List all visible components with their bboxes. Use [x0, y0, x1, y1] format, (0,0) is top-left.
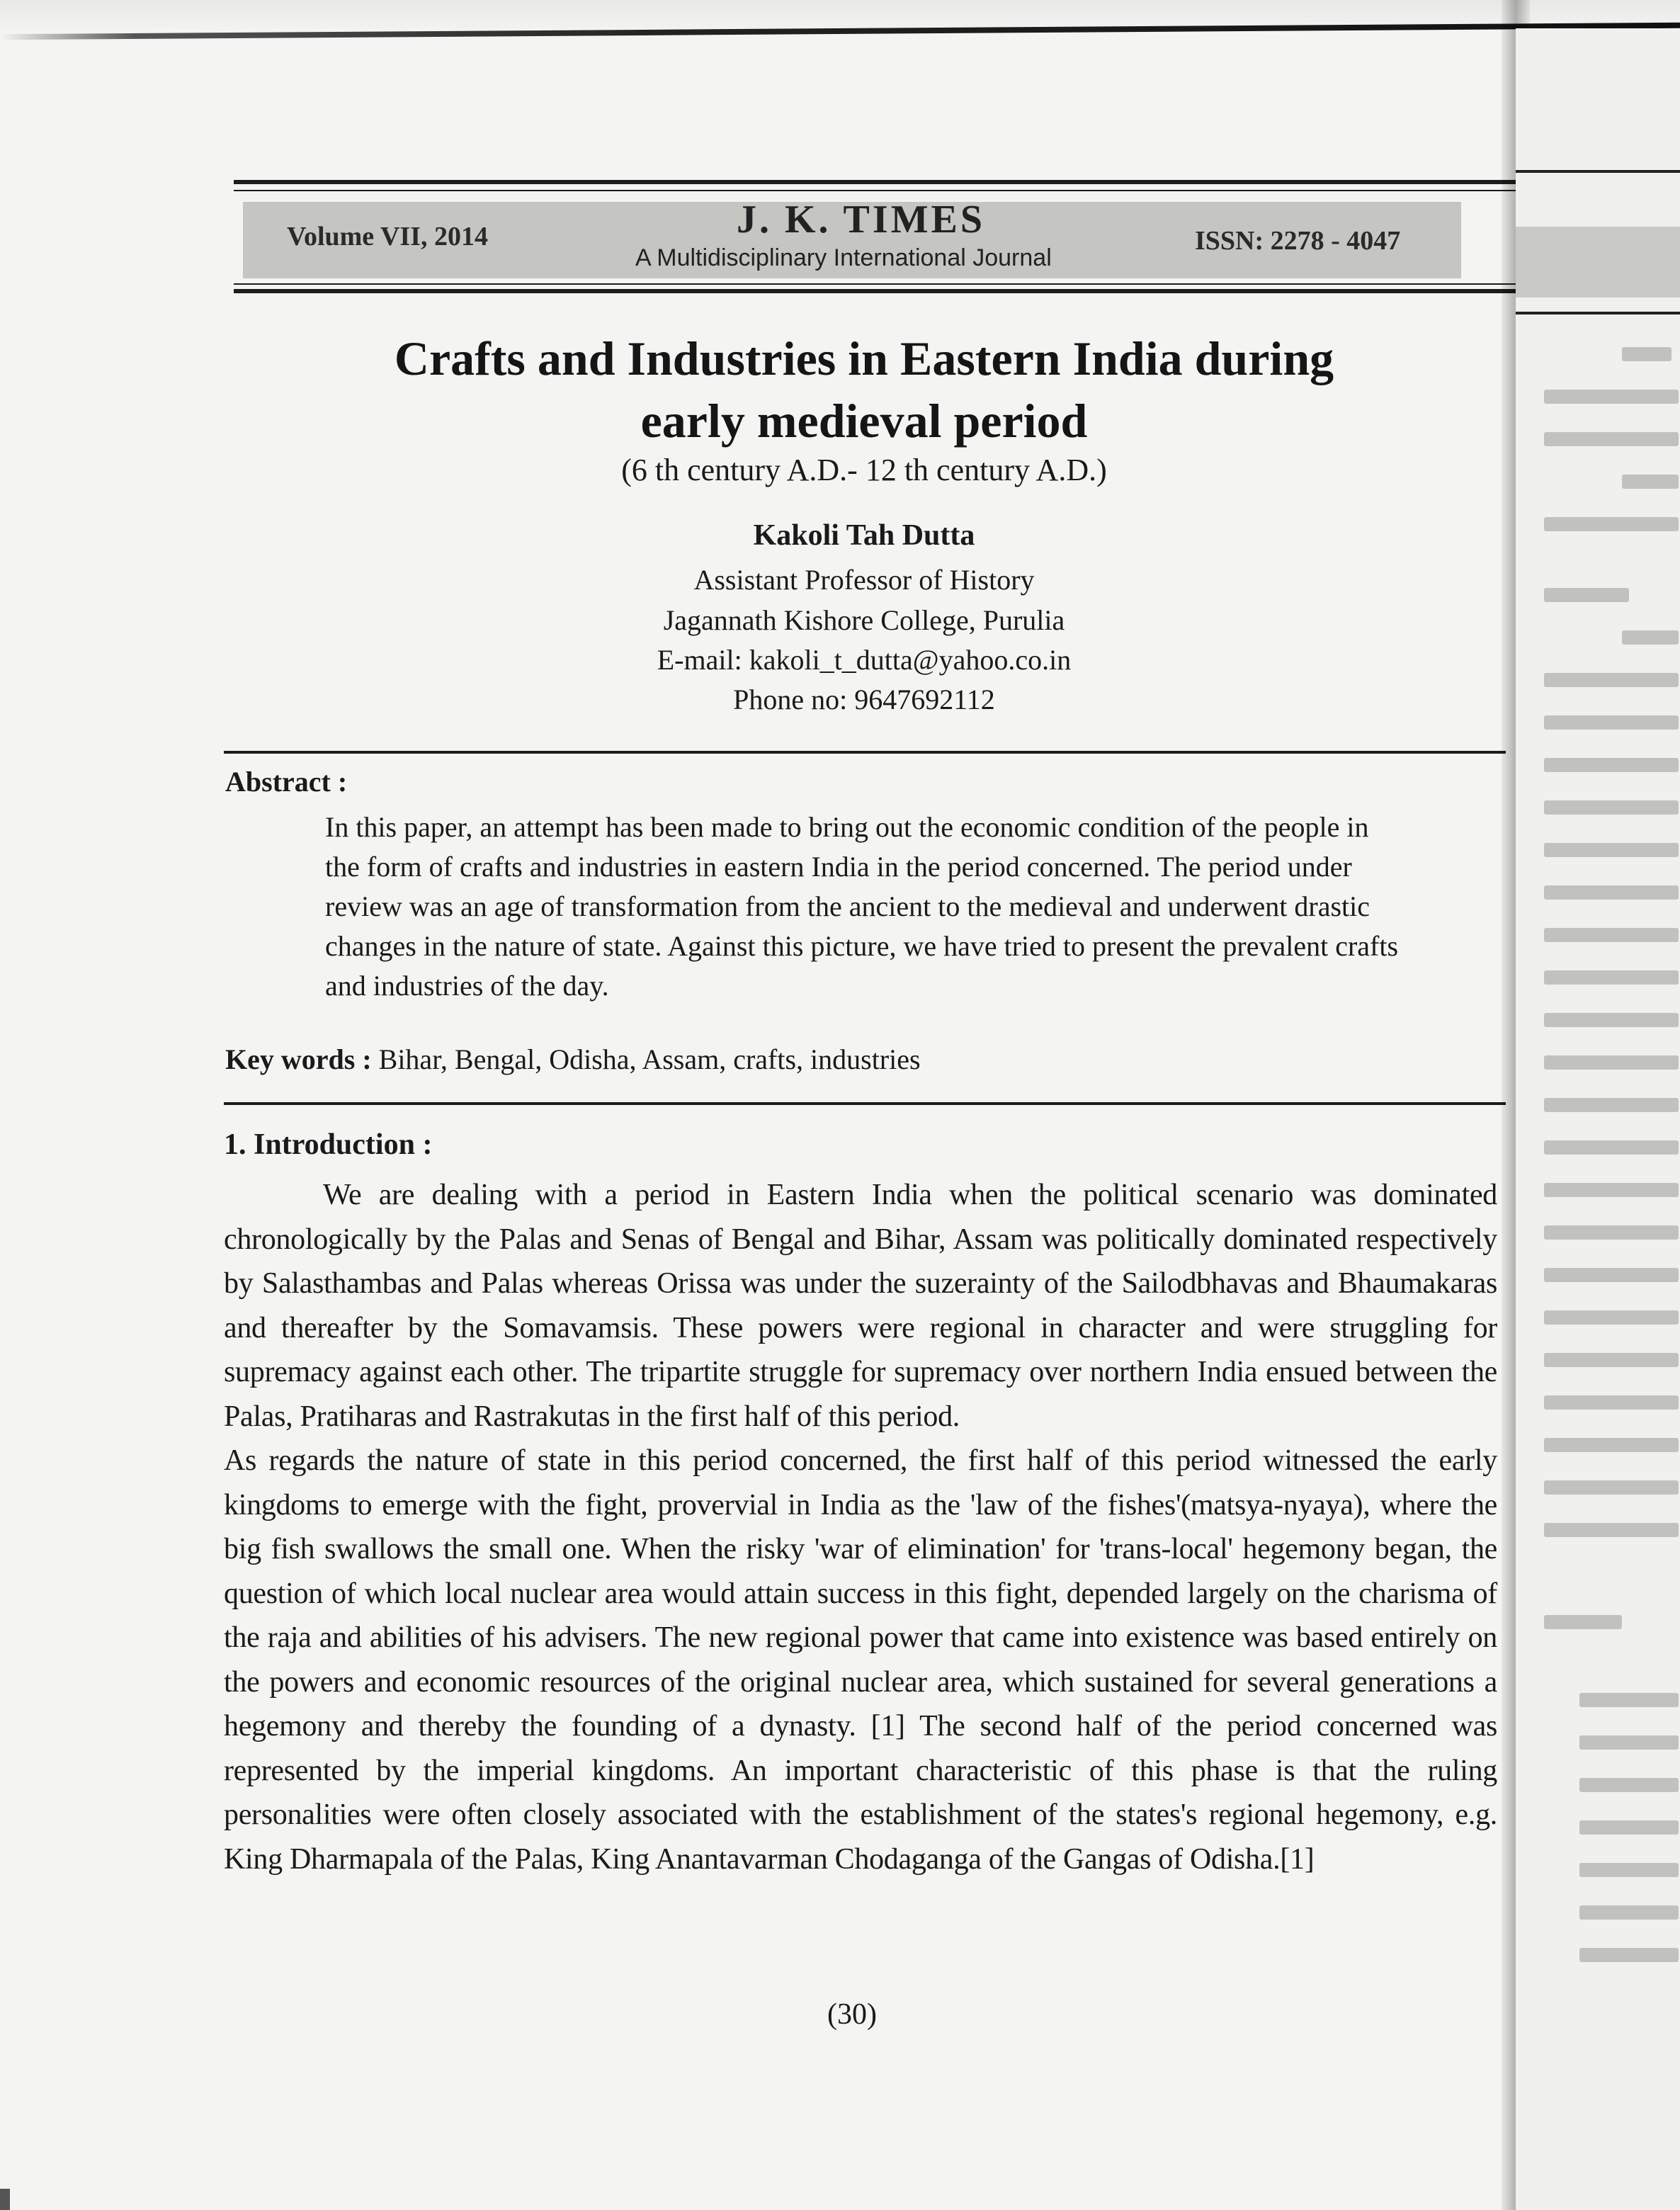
journal-title: J. K. TIMES — [737, 198, 986, 242]
adjacent-page-rule — [1516, 170, 1680, 173]
adjacent-page-text-fragment — [1544, 715, 1679, 730]
author-designation: Assistant Professor of History — [693, 564, 1035, 596]
adjacent-page-text-fragment — [1544, 843, 1679, 857]
adjacent-page-text-fragment — [1544, 588, 1629, 602]
introduction-paragraph-1: We are dealing with a period in Eastern India when the political scenario was dominated chronologically by the Palas and Senas of Bengal and Bihar, Assam was politically dominated respectively by Salasthambas and Palas whereas Orissa was under the suzerainty of the Sailodbhavas and Bhaumakaras and thereafter by the Somavamsis. These powers were regional in character and were struggling for supremacy against each other. The tripartite struggle for supremacy over northern India ensued between the Palas, Pratiharas and Rastrakutas in the first half of this period. — [224, 1179, 1497, 1433]
keywords-separator-rule — [224, 1102, 1506, 1105]
adjacent-page-text-fragment — [1544, 885, 1679, 900]
adjacent-page-text-fragment — [1579, 1693, 1679, 1707]
header-bottom-rule-thin — [234, 283, 1516, 285]
adjacent-page-fragment — [1516, 28, 1680, 2210]
adjacent-page-rule — [1516, 312, 1680, 314]
scan-edge-mark — [0, 2189, 10, 2210]
header-bottom-rule-thick — [234, 289, 1516, 293]
author-institution: Jagannath Kishore College, Purulia — [663, 604, 1065, 636]
adjacent-page-text-fragment — [1544, 1225, 1679, 1240]
adjacent-page-header-band — [1516, 227, 1680, 298]
paper-period: (6 th century A.D.- 12 th century A.D.) — [621, 453, 1107, 487]
introduction-paragraph-2: As regards the nature of state in this period concerned, the first half of this period witnessed the early kingdoms to emerge with the fight, provervial in India as the 'law of the fishes'(matsya-nyaya), where the big fish swallows the small one. When the risky 'war of elimination' for 'trans-local' hegemony began, the question of which local nuclear area would attain success in this fight, depended largely on the charisma of the raja and abilities of his advisers. The new regional power that came into existence was based entirely on the powers and economic resources of the original nuclear area, which sustained for several generations a hegemony and thereby the founding of a dynasty. [1] The second half of the period concerned was represented by the imperial kingdoms. An important characteristic of this phase is that the ruling personalities were often closely associated with the establishment of the states's regional hegemony, e.g. King Dharmapala of the Palas, King Anantavarman Chodaganga of the Gangas of Odisha.[1] — [224, 1444, 1497, 1876]
adjacent-page-text-fragment — [1544, 1395, 1679, 1410]
adjacent-page-text-fragment — [1622, 630, 1679, 645]
keywords-text: Bihar, Bengal, Odisha, Assam, crafts, industries — [378, 1043, 921, 1075]
journal-subtitle: A Multidisciplinary International Journal — [635, 244, 1052, 271]
adjacent-page-text-fragment — [1544, 970, 1679, 985]
adjacent-page-text-fragment — [1544, 1353, 1679, 1367]
author-name: Kakoli Tah Dutta — [753, 519, 975, 552]
adjacent-page-text-fragment — [1544, 1523, 1679, 1537]
adjacent-page-text-fragment — [1544, 1438, 1679, 1452]
adjacent-page-text-fragment — [1544, 432, 1679, 446]
adjacent-page-text-fragment — [1544, 673, 1679, 687]
adjacent-page-text-fragment — [1579, 1820, 1679, 1835]
adjacent-page-text-fragment — [1579, 1778, 1679, 1792]
adjacent-page-text-fragment — [1544, 517, 1679, 531]
paper-title-line-1: Crafts and Industries in Eastern India during — [394, 332, 1334, 385]
adjacent-page-text-fragment — [1544, 758, 1679, 772]
abstract-text: In this paper, an attempt has been made to bring out the economic condition of the people in the form of crafts and industries in eastern India in the period concerned. The period under review was an age of transformation from the ancient to the medieval and underwent drastic changes in the nature of state. Against this picture, we have tried to present the prevalent crafts and industries of the day. — [325, 811, 1399, 1002]
header-top-rule-thick — [234, 180, 1516, 184]
abstract-label: Abstract : — [225, 766, 348, 798]
adjacent-page-text-fragment — [1544, 390, 1679, 404]
adjacent-page-text-fragment — [1544, 1013, 1679, 1027]
introduction-body — [224, 1173, 1497, 1881]
adjacent-page-text-fragment — [1579, 1735, 1679, 1750]
introduction-heading: 1. Introduction : — [224, 1128, 433, 1161]
adjacent-page-text-fragment — [1544, 1268, 1679, 1282]
journal-issn: ISSN: 2278 - 4047 — [1195, 226, 1401, 256]
keywords-label: Key words : — [225, 1043, 372, 1075]
paper-title-line-2: early medieval period — [640, 394, 1088, 448]
adjacent-page-text-fragment — [1579, 1905, 1679, 1920]
adjacent-page-text-fragment — [1544, 928, 1679, 942]
header-top-rule-thin — [234, 190, 1516, 191]
page-number: (30) — [827, 1998, 877, 2031]
adjacent-page-text-fragment — [1544, 1480, 1679, 1495]
journal-volume: Volume VII, 2014 — [287, 222, 488, 251]
author-phone: Phone no: 9647692112 — [733, 684, 995, 715]
adjacent-page-text-fragment — [1579, 1863, 1679, 1877]
adjacent-page-text-fragment — [1544, 1055, 1679, 1070]
adjacent-page-text-fragment — [1544, 1615, 1622, 1629]
adjacent-page-text-fragment — [1544, 1183, 1679, 1197]
title-separator-rule — [224, 751, 1506, 754]
adjacent-page-text-fragment — [1579, 1948, 1679, 1962]
paper-title — [212, 327, 1516, 452]
adjacent-page-text-fragment — [1544, 1310, 1679, 1325]
keywords — [225, 1043, 921, 1076]
author-email: E-mail: kakoli_t_dutta@yahoo.co.in — [657, 644, 1072, 676]
adjacent-page-text-fragment — [1544, 1098, 1679, 1112]
adjacent-page-text-fragment — [1622, 347, 1672, 361]
adjacent-page-text-fragment — [1544, 800, 1679, 815]
adjacent-page-text-fragment — [1544, 1140, 1679, 1155]
adjacent-page-text-fragment — [1622, 475, 1679, 489]
